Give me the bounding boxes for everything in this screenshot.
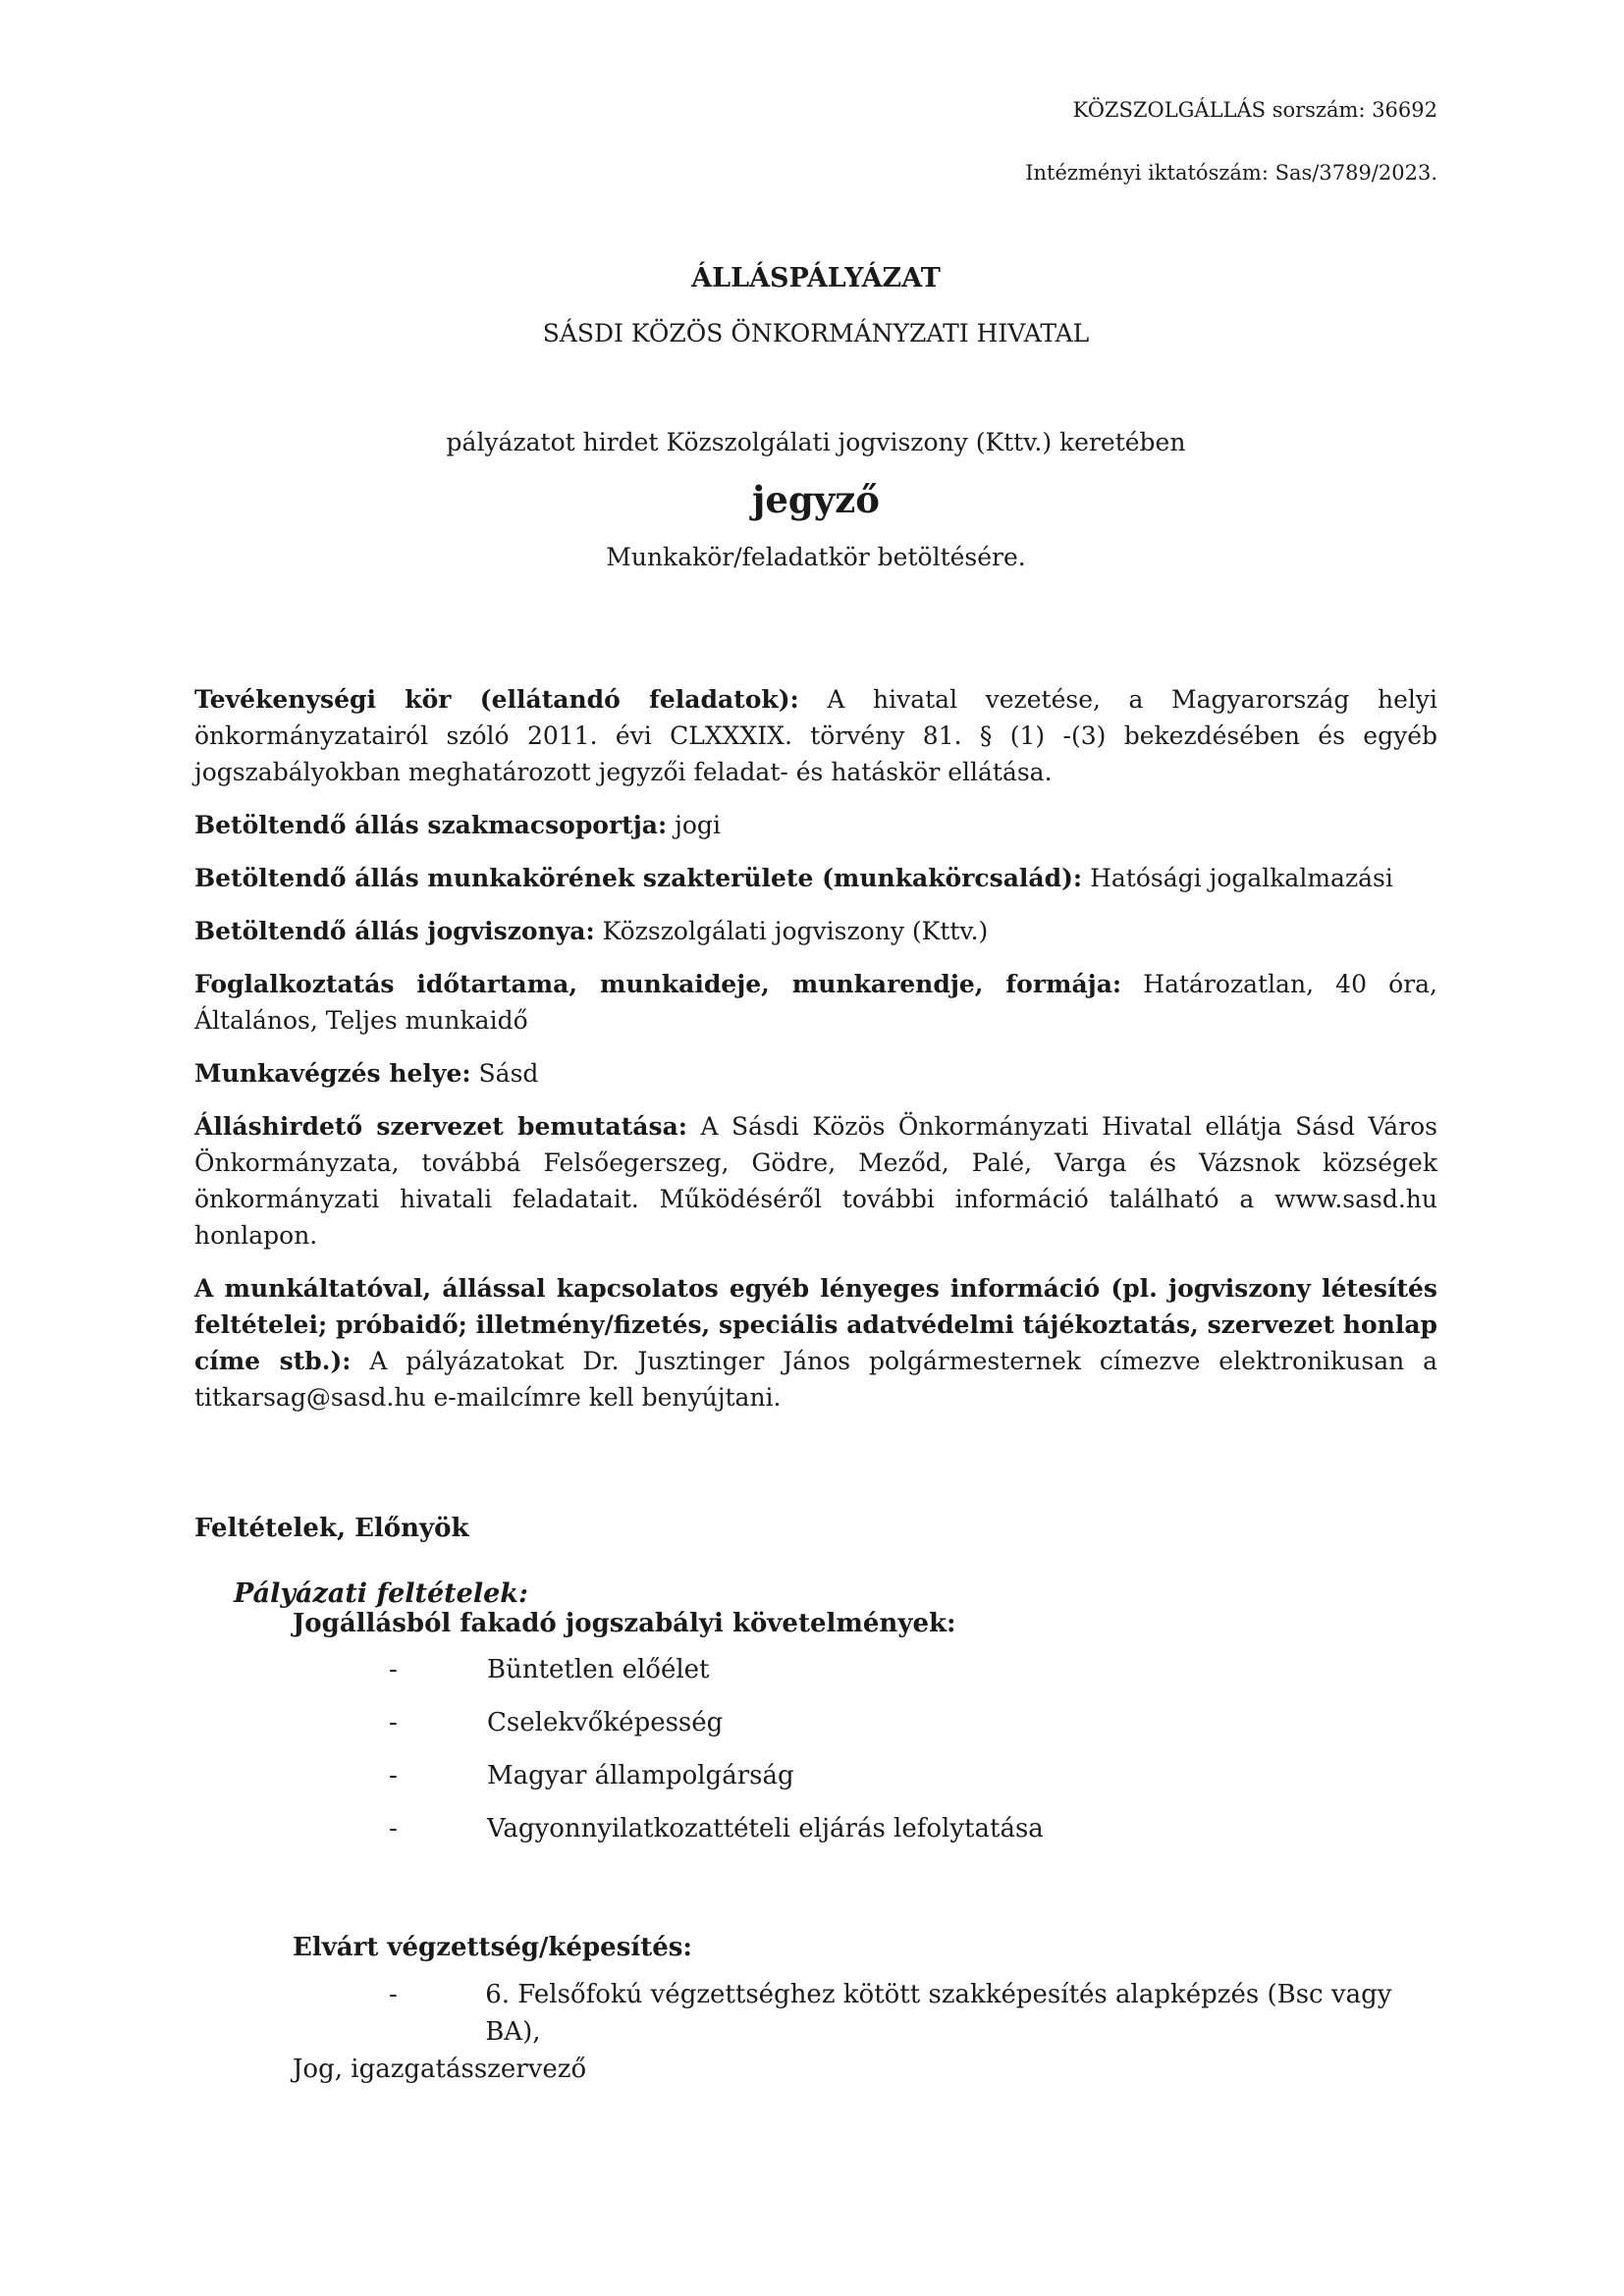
reference-number: KÖZSZOLGÁLLÁS sorszám: 36692 [1072, 98, 1437, 122]
detail-employment-terms: Foglalkoztatás időtartama, munkaideje, munkarendje, formája: Határozatlan, 40 óra, Általános, Teljes munkaidő [194, 970, 1437, 1035]
announcement-line: pályázatot hirdet Közszolgálati jogviszony (Kttv.) keretében [446, 428, 1186, 456]
education-item: - 6. Felsőfokú végzettséghez kötött szakképesítés alapképzés (Bsc vagy BA), Jog, igazgatásszervező [293, 1980, 1392, 2084]
detail-organization-intro: Álláshirdető szervezet bemutatása: A Sásdi Közös Önkormányzati Hivatal ellátja Sásd Város Önkormányzata, továbbá Felsőegerszeg, Gödre, Meződ, Palé, Varga és Vázsnok községek önkormányzati hivatali feladatait. Működéséről további információ található a www.sasd.hu honlapon. [194, 1112, 1438, 1250]
detail-legal-relationship: Betöltendő állás jogviszonya: Közszolgálati jogviszony (Kttv.) [194, 917, 989, 945]
legal-requirements-heading: Jogállásból fakadó jogszabályi követelmények: [293, 1609, 956, 1638]
detail-job-family: Betöltendő állás munkakörének szakterülete (munkakörcsalád): Hatósági jogalkalmazási [194, 864, 1393, 892]
legal-requirements-list [194, 1650, 1437, 1848]
detail-activity: Tevékenységi kör (ellátandó feladatok): A hivatal vezetése, a Magyarország helyi önkormányzatairól szóló 2011. évi CLXXXIX. törvény 81. § (1) -(3) bekezdésében és egyéb jogszabályokban meghatározott jegyzői feladat- és hatáskör ellátása. [194, 685, 1437, 786]
organization-name: SÁSDI KÖZÖS ÖNKORMÁNYZATI HIVATAL [542, 319, 1090, 347]
list-item: - Vagyonnyilatkozattételi eljárás lefolytatása [389, 1814, 1044, 1843]
application-conditions-heading: Pályázati feltételek: [234, 1578, 528, 1609]
education-heading: Elvárt végzettség/képesítés: [293, 1933, 692, 1962]
page-title: ÁLLÁSPÁLYÁZAT [691, 263, 941, 294]
purpose-line: Munkakör/feladatkör betöltésére. [606, 543, 1026, 571]
filing-number: Intézményi iktatószám: Sas/3789/2023. [1025, 161, 1437, 185]
conditions-heading: Feltételek, Előnyök [194, 1514, 469, 1543]
list-item: - Büntetlen előélet [389, 1655, 710, 1684]
document-content [194, 0, 1437, 2088]
detail-profession-group: Betöltendő állás szakmacsoportja: jogi [194, 811, 721, 839]
detail-other-info: A munkáltatóval, állással kapcsolatos egyéb lényeges információ (pl. jogviszony létesítés feltételei; próbaidő; illetmény/fizetés, speciális adatvédelmi tájékoztatás, szervezet honlap címe stb.): A pályázatokat Dr. Jusztinger János polgármesternek címezve elektronikusan a titkarsag@sasd.hu e-mailcímre kell benyújtani. [194, 1274, 1437, 1412]
details-section [194, 681, 1437, 1415]
list-item: - Cselekvőképesség [389, 1708, 724, 1737]
detail-work-location: Munkavégzés helye: Sásd [194, 1059, 539, 1088]
position-title: jegyző [752, 478, 880, 521]
list-item: - Magyar állampolgárság [389, 1761, 794, 1790]
